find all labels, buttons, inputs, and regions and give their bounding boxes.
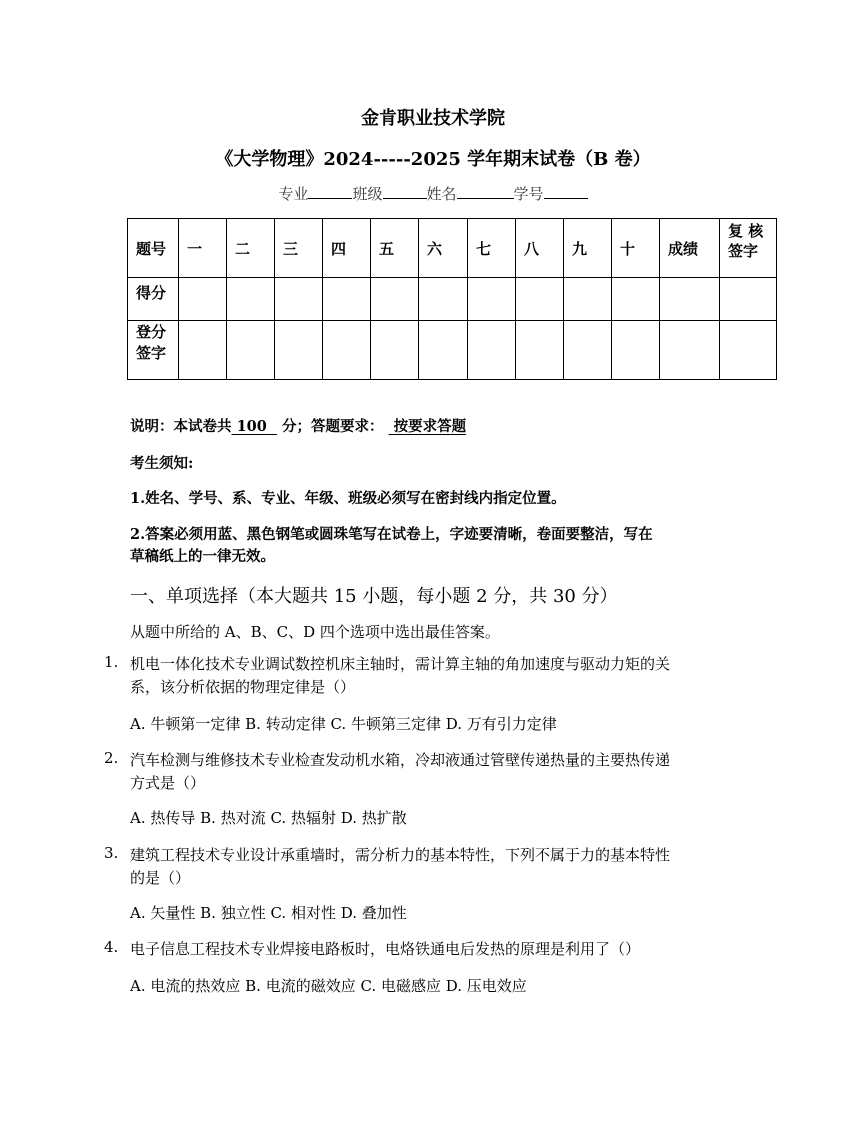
question-options: A. 电流的热效应 B. 电流的磁效应 C. 电磁感应 D. 压电效应 — [130, 977, 527, 995]
score-cell[interactable] — [323, 278, 371, 321]
sign-cell[interactable] — [323, 321, 371, 380]
header-cell: 一 — [179, 219, 227, 278]
question-number: 2. — [104, 749, 119, 767]
question-options: A. 牛顿第一定律 B. 转动定律 C. 牛顿第三定律 D. 万有引力定律 — [130, 715, 557, 733]
field-label: 学号 — [513, 185, 544, 203]
sign-cell[interactable] — [179, 321, 227, 380]
score-cell[interactable] — [179, 278, 227, 321]
table-header-row — [128, 219, 777, 278]
header-cell: 九 — [564, 219, 612, 278]
row-label: 登分签字 — [128, 321, 179, 380]
row-label: 得分 — [128, 278, 179, 321]
sign-cell[interactable] — [516, 321, 564, 380]
student-id-blank[interactable] — [544, 184, 588, 199]
school-name: 金肯职业技术学院 — [361, 108, 505, 129]
answer-requirement: 按要求答题 — [393, 418, 467, 435]
notice-item-2-line2: 草稿纸上的一律无效。 — [130, 548, 275, 565]
section-instruction: 从题中所给的 A、B、C、D 四个选项中选出最佳答案。 — [130, 623, 500, 641]
header-cell: 八 — [516, 219, 564, 278]
section-title: 一、单项选择（本大题共 15 小题，每小题 2 分，共 30 分） — [130, 586, 618, 607]
header-cell: 题号 — [128, 219, 179, 278]
class-blank[interactable] — [383, 184, 427, 199]
sign-cell[interactable] — [660, 321, 720, 380]
question-text: 方式是（） — [130, 774, 206, 792]
exam-title: 《大学物理》2024-----2025 学年期末试卷（B 卷） — [215, 149, 651, 170]
notice-item-1: 1.姓名、学号、系、专业、年级、班级必须写在密封线内指定位置。 — [130, 490, 566, 507]
question-number: 1. — [104, 653, 119, 671]
header-cell: 十 — [612, 219, 660, 278]
header-cell: 四 — [323, 219, 371, 278]
sign-cell[interactable] — [612, 321, 660, 380]
sign-cell[interactable] — [564, 321, 612, 380]
notice-title: 考生须知: — [130, 455, 194, 472]
sign-cell[interactable] — [419, 321, 468, 380]
score-cell[interactable] — [371, 278, 419, 321]
sign-cell[interactable] — [720, 321, 777, 380]
score-cell[interactable] — [227, 278, 275, 321]
score-cell[interactable] — [564, 278, 612, 321]
table-row — [128, 321, 777, 380]
field-label: 专业 — [278, 185, 309, 203]
question-number: 3. — [104, 844, 119, 862]
score-cell[interactable] — [612, 278, 660, 321]
score-cell[interactable] — [660, 278, 720, 321]
table-row — [128, 278, 777, 321]
sign-cell[interactable] — [227, 321, 275, 380]
field-label: 姓名 — [426, 185, 457, 203]
header-cell: 成绩 — [660, 219, 720, 278]
score-cell[interactable] — [516, 278, 564, 321]
question-options: A. 热传导 B. 热对流 C. 热辐射 D. 热扩散 — [130, 809, 407, 827]
question-text: 电子信息工程技术专业焊接电路板时，电烙铁通电后发热的原理是利用了（） — [130, 940, 641, 958]
header-cell: 二 — [227, 219, 275, 278]
exam-explanation — [130, 415, 466, 436]
score-cell[interactable] — [720, 278, 777, 321]
question-text: 系，该分析依据的物理定律是（） — [130, 678, 356, 696]
score-cell[interactable] — [419, 278, 468, 321]
total-score: 100 — [236, 418, 267, 435]
sign-cell[interactable] — [275, 321, 323, 380]
header-cell: 五 — [371, 219, 419, 278]
student-info-fields — [0, 183, 866, 204]
header-cell: 三 — [275, 219, 323, 278]
header-cell: 六 — [419, 219, 468, 278]
header-cell: 七 — [468, 219, 516, 278]
major-blank[interactable] — [308, 184, 352, 199]
explain-prefix: 说明：本试卷共 — [130, 418, 232, 435]
field-label: 班级 — [352, 185, 383, 203]
score-cell[interactable] — [275, 278, 323, 321]
score-cell[interactable] — [468, 278, 516, 321]
question-number: 4. — [104, 938, 119, 956]
notice-item-2-line1: 2.答案必须用蓝、黑色钢笔或圆珠笔写在试卷上，字迹要清晰，卷面要整洁，写在 — [130, 526, 653, 543]
sign-cell[interactable] — [468, 321, 516, 380]
question-text: 的是（） — [130, 869, 191, 887]
score-table — [127, 218, 777, 380]
question-options: A. 矢量性 B. 独立性 C. 相对性 D. 叠加性 — [130, 904, 407, 922]
sign-cell[interactable] — [371, 321, 419, 380]
question-text: 汽车检测与维修技术专业检查发动机水箱，冷却液通过管壁传递热量的主要热传递 — [130, 751, 671, 769]
question-text: 建筑工程技术专业设计承重墙时，需分析力的基本特性，下列不属于力的基本特性 — [130, 846, 671, 864]
header-cell: 复 核 签字 — [720, 219, 777, 278]
explain-mid: 分；答题要求： — [282, 418, 384, 435]
name-blank[interactable] — [457, 184, 514, 199]
question-text: 机电一体化技术专业调试数控机床主轴时，需计算主轴的角加速度与驱动力矩的关 — [130, 655, 671, 673]
